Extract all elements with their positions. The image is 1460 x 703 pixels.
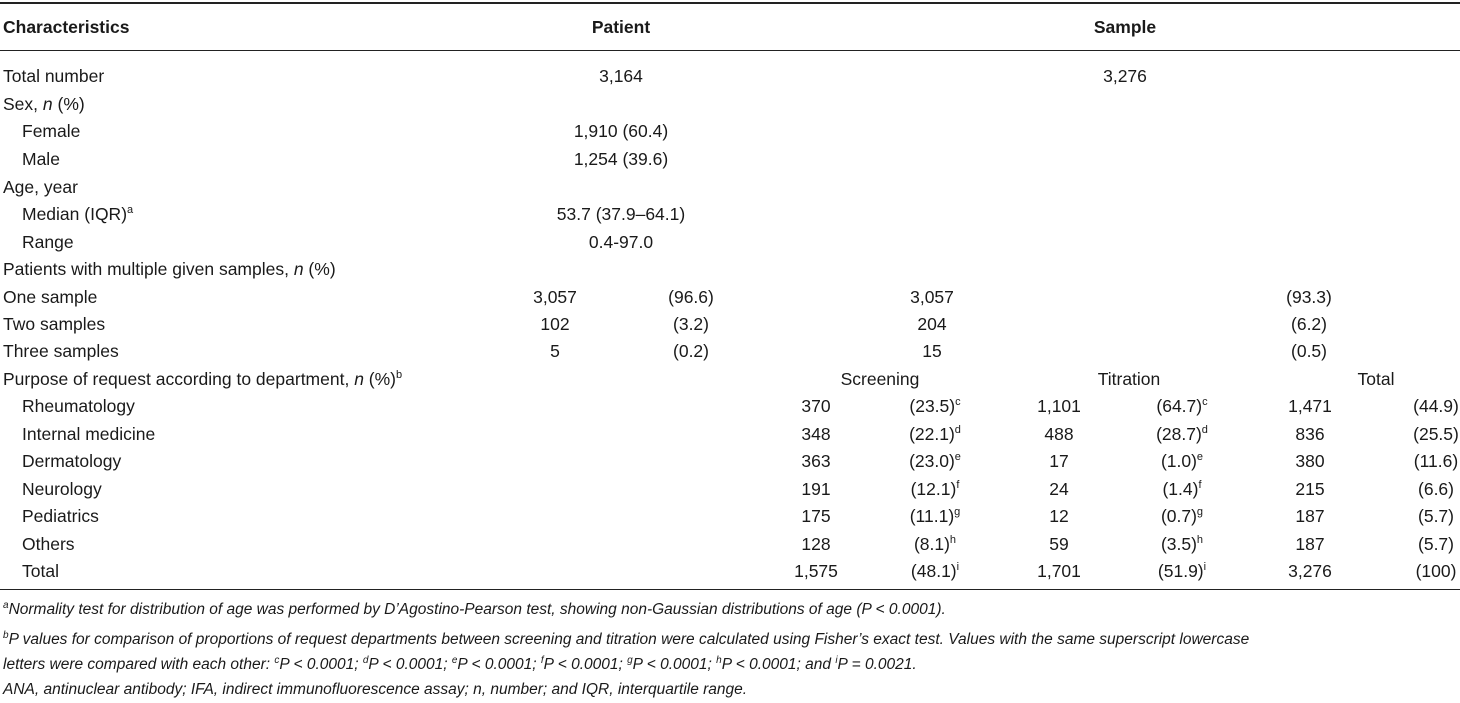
sex-female-label: Female	[22, 121, 81, 141]
dept-screening-pct: $(48.1)^i$	[910, 561, 960, 581]
header-characteristics: Characteristics	[3, 17, 130, 37]
purpose-screening-header: Screening	[840, 369, 920, 389]
dept-total-pct: (11.6)	[1413, 451, 1459, 471]
sex-female-value: 1,910 (60.4)	[573, 121, 669, 141]
dept-total-pct: (100)	[1415, 561, 1457, 581]
dept-titration-n: 1,101	[1037, 396, 1081, 416]
multi-patient-n: 102	[540, 314, 570, 334]
multi-sample-pct: (0.5)	[1291, 341, 1327, 361]
multi-row-label: Two samples	[3, 314, 106, 334]
age-median-label: Median (IQR)$^a$	[22, 204, 134, 224]
dept-titration-pct: $(51.9)^i$	[1157, 561, 1207, 581]
dept-total-n: 187	[1295, 506, 1325, 526]
dept-screening-pct: $(23.5)^c$	[909, 396, 961, 416]
top-rule	[0, 2, 1460, 4]
dept-total-pct: (25.5)	[1413, 424, 1459, 444]
dept-titration-n: 17	[1049, 451, 1069, 471]
multi-row-label: One sample	[3, 287, 98, 307]
dept-titration-pct: $(64.7)^c$	[1156, 396, 1208, 416]
dept-titration-pct: $(28.7)^d$	[1156, 424, 1208, 444]
dept-titration-pct: $(3.5)^h$	[1160, 534, 1204, 554]
dept-total-pct: (6.6)	[1418, 479, 1454, 499]
dept-screening-n: 175	[801, 506, 831, 526]
multi-sample-pct: (6.2)	[1291, 314, 1327, 334]
header-sample: Sample	[1093, 17, 1157, 37]
multi-label: Patients with multiple given samples, n (%)	[3, 259, 336, 279]
multi-patient-pct: (0.2)	[673, 341, 709, 361]
dept-titration-pct: $(0.7)^g$	[1160, 506, 1204, 526]
dept-label: Pediatrics	[22, 506, 99, 526]
sex-label: Sex, n (%)	[3, 94, 85, 114]
dept-titration-pct: $(1.0)^e$	[1160, 451, 1204, 471]
bottom-rule	[0, 589, 1460, 590]
dept-screening-pct: $(8.1)^h$	[913, 534, 957, 554]
sex-male-label: Male	[22, 149, 60, 169]
footnote-abbreviations: ANA, antinuclear antibody; IFA, indirect immunofluorescence assay; n, number; and IQR, interquartile range.	[3, 681, 748, 698]
dept-total-pct: (44.9)	[1413, 396, 1459, 416]
multi-patient-pct: (3.2)	[673, 314, 709, 334]
dept-total-n: 3,276	[1288, 561, 1332, 581]
age-median-value: 53.7 (37.9–64.1)	[556, 204, 686, 224]
dept-label: Neurology	[22, 479, 102, 499]
dept-screening-n: 128	[801, 534, 831, 554]
total-number-sample: 3,276	[1103, 66, 1147, 86]
total-number-patient: 3,164	[599, 66, 643, 86]
dept-titration-n: 12	[1049, 506, 1069, 526]
dept-screening-n: 191	[801, 479, 831, 499]
dept-titration-n: 1,701	[1037, 561, 1081, 581]
dept-label: Internal medicine	[22, 424, 156, 444]
multi-patient-n: 5	[550, 341, 560, 361]
age-range-label: Range	[22, 232, 74, 252]
age-range-value: 0.4-97.0	[588, 232, 654, 252]
dept-total-pct: (5.7)	[1418, 506, 1454, 526]
dept-total-n: 1,471	[1288, 396, 1332, 416]
dept-titration-n: 488	[1044, 424, 1074, 444]
footnote-a: $^a$Normality test for distribution of age was performed by D’Agostino-Pearson test, showing non-Gaussian distributions of age (P < 0.0001).	[3, 600, 946, 618]
dept-screening-n: 370	[801, 396, 831, 416]
dept-total-pct: (5.7)	[1418, 534, 1454, 554]
dept-titration-pct: $(1.4)^f$	[1162, 479, 1202, 499]
multi-sample-pct: (93.3)	[1286, 287, 1332, 307]
dept-label: Dermatology	[22, 451, 122, 471]
footnote-b-continued: letters were compared with each other: $^c$P < 0.0001; $^d$P < 0.0001; $^e$P < 0.0001; $^f$P < 0.0001; $^g$P < 0.0001; $^h$P < 0.0001; and $^i$P = 0.0021.	[3, 655, 917, 673]
sex-male-value: 1,254 (39.6)	[573, 149, 669, 169]
footnote-b: $^b$P values for comparison of proportions of request departments between screening and titration were calculated using Fisher’s exact test. Values with the same superscript lowercase	[3, 630, 1250, 648]
dept-screening-pct: $(12.1)^f$	[910, 479, 960, 499]
dept-screening-pct: $(11.1)^g$	[909, 506, 961, 526]
purpose-total-header: Total	[1357, 369, 1395, 389]
dept-total-n: 187	[1295, 534, 1325, 554]
dept-screening-pct: $(22.1)^d$	[909, 424, 961, 444]
header-rule	[0, 50, 1460, 51]
dept-titration-n: 59	[1049, 534, 1069, 554]
multi-sample-n: 3,057	[910, 287, 954, 307]
multi-patient-n: 3,057	[533, 287, 577, 307]
purpose-titration-header: Titration	[1097, 369, 1161, 389]
multi-patient-pct: (96.6)	[668, 287, 714, 307]
purpose-label: Purpose of request according to department, n (%)$^b$	[3, 369, 403, 389]
dept-total-n: 836	[1295, 424, 1325, 444]
dept-screening-n: 363	[801, 451, 831, 471]
dept-titration-n: 24	[1049, 479, 1069, 499]
dept-total-n: 215	[1295, 479, 1325, 499]
dept-total-n: 380	[1295, 451, 1325, 471]
dept-screening-n: 348	[801, 424, 831, 444]
dept-label: Total	[22, 561, 59, 581]
multi-row-label: Three samples	[3, 341, 119, 361]
multi-sample-n: 15	[922, 341, 942, 361]
dept-label: Others	[22, 534, 75, 554]
header-patient: Patient	[591, 17, 651, 37]
age-label: Age, year	[3, 177, 78, 197]
multi-sample-n: 204	[917, 314, 947, 334]
total-number-label: Total number	[3, 66, 105, 86]
dept-label: Rheumatology	[22, 396, 135, 416]
dept-screening-pct: $(23.0)^e$	[909, 451, 961, 471]
dept-screening-n: 1,575	[794, 561, 838, 581]
